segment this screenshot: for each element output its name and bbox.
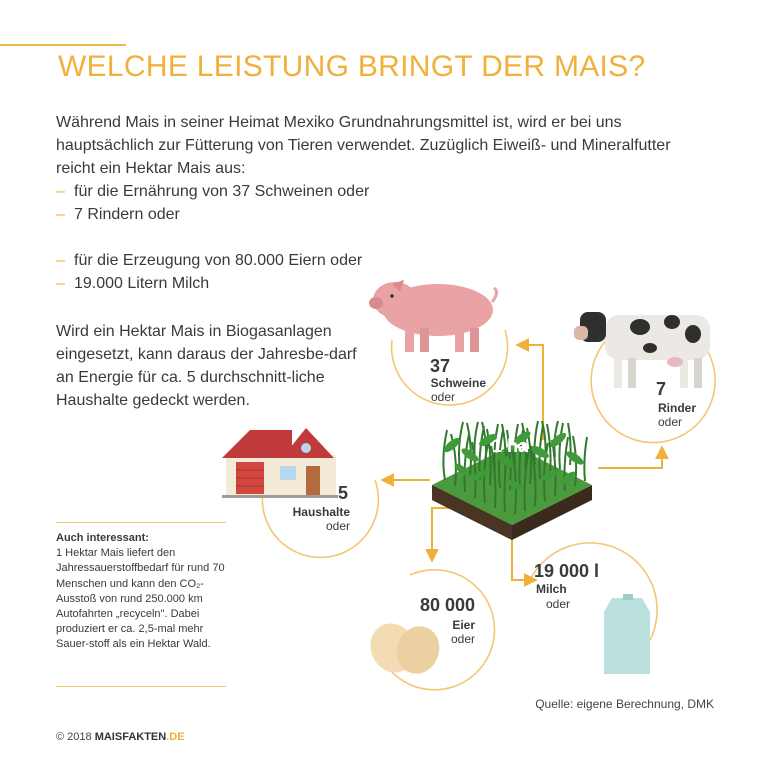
cow-icon [574,312,710,388]
list-item: – 7 Rindern oder [56,206,180,223]
brand-name: MAISFAKTEN [94,731,167,743]
sidebar-text: 1 Hektar Mais liefert den Jahressauerstoffbedarf für rund 70 Menschen und kann den CO₂-Ausstoß von rund 250.000 km Autofahrten „recyceln". Dabei produziert er ca. 2,5-mal mehr Sauer-stoff als ein Hektar Wald. [56,547,225,651]
list-item: – für die Ernährung von 37 Schweinen oder [56,183,370,200]
list-item: – für die Erzeugung von 80.000 Eiern oder [56,252,363,269]
footer [56,731,185,743]
brand-tld: DE [169,731,185,743]
house-icon [222,428,338,498]
milch-value: 19 000 l [534,561,600,581]
copyright: © 2018 [56,731,92,743]
eier-value: 80 000 [419,595,475,615]
maize-field-icon [432,421,592,540]
arrow-to-eier [432,508,452,560]
eier-label: Eier [452,618,475,632]
arrow-to-milch [512,535,535,580]
milk-carton-icon [604,594,650,674]
arrow-to-rinder [598,448,662,468]
haushalte-value: 5 [338,483,349,503]
schweine-value: 37 [430,356,451,376]
rinder-label: Rinder [657,401,696,415]
center-label: 1 ha [491,436,529,456]
rinder-or: oder [657,415,682,429]
brand-dot: . [166,731,170,743]
eier-or: oder [450,632,475,646]
eggs-icon [362,616,445,680]
list-item: – 19.000 Litern Milch [56,275,210,292]
biogas-paragraph: Wird ein Hektar Mais in Biogasanlagen eingesetzt, kann daraus der Jahresbe-darf an Energie für ca. 5 durchschnitt-liche Haushalte gedeckt werden. [56,323,357,409]
milch-or: oder [546,597,571,611]
source-note: Quelle: eigene Berechnung, DMK [535,697,714,711]
intro-paragraph: Während Mais in seiner Heimat Mexiko Grundnahrungsmittel ist, wird er bei uns hauptsächlich zur Fütterung von Tieren verwendet. Zuzüglich Eiweiß- und Mineralfutter reicht ein Hektar Mais aus: [56,114,671,177]
schweine-or: oder [430,390,455,404]
milch-label: Milch [536,582,567,596]
haushalte-or: oder [325,519,350,533]
pig-icon [369,280,497,352]
haushalte-label: Haushalte [292,505,350,519]
sidebar-heading: Auch interessant: [56,532,149,544]
page-title: WELCHE LEISTUNG BRINGT DER MAIS? [58,50,646,83]
rinder-value: 7 [656,379,667,399]
schweine-label: Schweine [430,376,486,390]
